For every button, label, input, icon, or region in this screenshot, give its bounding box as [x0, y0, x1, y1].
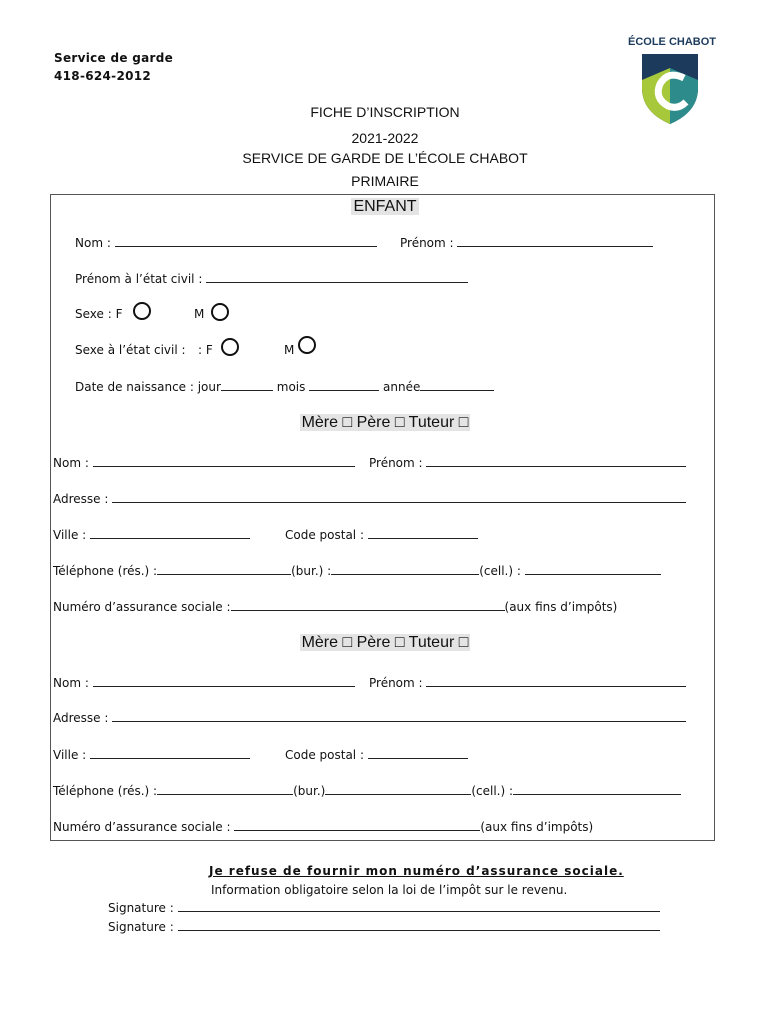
parent1-ville-field[interactable]: [90, 527, 250, 539]
parent2-prenom-row: [369, 675, 686, 690]
enfant-dob-row: [75, 379, 494, 394]
parent1-adresse-field[interactable]: [112, 491, 686, 503]
parent1-nom-row: [53, 455, 355, 470]
signature1-label: Signature :: [108, 901, 174, 915]
parent2-ville-row: [53, 747, 250, 762]
enfant-heading: ENFANT: [353, 198, 417, 215]
parent2-tel-res-field[interactable]: [157, 783, 293, 795]
parent2-tel-row: [53, 783, 681, 798]
sexe-civil-m-radio[interactable]: [298, 336, 316, 354]
parent1-heading: Mère □ Père □ Tuteur □: [301, 414, 469, 431]
parent1-cp-field[interactable]: [368, 527, 478, 539]
sexe-m-radio[interactable]: [211, 303, 229, 321]
signature1-field[interactable]: [178, 900, 660, 912]
parent1-cp-label: Code postal :: [285, 528, 364, 542]
enfant-sexe-civil-m-label: M: [284, 343, 295, 357]
parent1-prenom-field[interactable]: [426, 455, 686, 467]
form-frame: [50, 194, 715, 841]
dob-mois-label: mois: [276, 380, 306, 394]
parent1-tel-bur-field[interactable]: [331, 563, 479, 575]
parent1-ville-label: Ville :: [53, 528, 87, 542]
refuse-nas-statement: Je refuse de fournir mon numéro d’assurance sociale.: [209, 864, 624, 878]
parent2-ville-label: Ville :: [53, 748, 87, 762]
parent1-adresse-row: [53, 491, 686, 506]
service-title: SERVICE DE GARDE DE L’ÉCOLE CHABOT: [242, 150, 528, 166]
signature2-field[interactable]: [178, 919, 660, 931]
enfant-prenom-civil-row: [75, 271, 468, 286]
enfant-nom-field[interactable]: [115, 235, 377, 247]
parent2-nom-field[interactable]: [93, 675, 355, 687]
parent2-tel-res-label: Téléphone (rés.) :: [53, 784, 158, 798]
signature1-row: [108, 900, 660, 915]
parent2-cp-label: Code postal :: [285, 748, 364, 762]
parent1-nom-label: Nom :: [53, 456, 89, 470]
parent1-nas-row: [53, 599, 617, 614]
parent2-tel-cell-field[interactable]: [513, 783, 681, 795]
parent1-tel-cell-field[interactable]: [525, 563, 661, 575]
parent2-nas-field[interactable]: [234, 819, 480, 831]
parent1-nom-field[interactable]: [93, 455, 355, 467]
parent2-adresse-field[interactable]: [112, 710, 686, 722]
enfant-prenom-civil-label: Prénom à l’état civil :: [75, 272, 203, 286]
parent2-tel-bur-label: (bur.): [293, 784, 326, 798]
signature2-row: [108, 919, 660, 934]
parent2-heading: Mère □ Père □ Tuteur □: [301, 634, 469, 651]
enfant-sexe-label: Sexe : F: [75, 307, 123, 321]
parent1-cp-row: [285, 527, 478, 542]
enfant-sexe-m-label: M: [194, 307, 205, 321]
parent2-ville-field[interactable]: [90, 747, 250, 759]
parent1-tel-res-label: Téléphone (rés.) :: [53, 564, 158, 578]
parent2-prenom-label: Prénom :: [369, 676, 423, 690]
enfant-prenom-field[interactable]: [457, 235, 653, 247]
parent1-nas-note: (aux fins d’impôts): [504, 600, 618, 614]
parent2-nas-row: [53, 819, 593, 834]
parent2-nom-row: [53, 675, 355, 690]
dob-jour-label: Date de naissance : jour: [75, 380, 221, 394]
parent2-adresse-label: Adresse :: [53, 711, 109, 725]
enfant-prenom-row: [400, 235, 653, 250]
info-obligatoire: Information obligatoire selon la loi de l’impôt sur le revenu.: [211, 883, 568, 897]
enfant-nom-row: [75, 235, 377, 250]
dob-annee-label: année: [383, 380, 421, 394]
dob-annee-field[interactable]: [420, 379, 494, 391]
parent1-tel-res-field[interactable]: [157, 563, 291, 575]
parent1-tel-row: [53, 563, 661, 578]
enfant-prenom-label: Prénom :: [400, 236, 454, 250]
enfant-sexe-civil-label: Sexe à l’état civil :: [75, 343, 186, 357]
parent2-prenom-field[interactable]: [426, 675, 686, 687]
signature2-label: Signature :: [108, 920, 174, 934]
school-year: 2021-2022: [351, 130, 419, 146]
parent2-cp-row: [285, 747, 468, 762]
parent2-tel-cell-label: (cell.) :: [471, 784, 514, 798]
sexe-civil-f-radio[interactable]: [221, 338, 239, 356]
enfant-sexe-civil-f-label: : F: [198, 343, 213, 357]
parent1-tel-cell-label: (cell.) :: [479, 564, 521, 578]
level-title: PRIMAIRE: [351, 173, 419, 189]
parent1-adresse-label: Adresse :: [53, 492, 109, 506]
parent2-adresse-row: [53, 710, 686, 725]
form-title: FICHE D’INSCRIPTION: [310, 104, 460, 120]
dob-jour-field[interactable]: [221, 379, 273, 391]
parent1-ville-row: [53, 527, 250, 542]
parent2-cp-field[interactable]: [368, 747, 468, 759]
parent1-prenom-row: [369, 455, 686, 470]
service-phone: 418-624-2012: [54, 69, 152, 83]
logo-text: ÉCOLE CHABOT: [628, 36, 716, 48]
service-label: Service de garde: [54, 51, 174, 65]
parent1-nas-field[interactable]: [231, 599, 505, 611]
parent2-nom-label: Nom :: [53, 676, 89, 690]
parent2-nas-label: Numéro d’assurance sociale :: [53, 820, 231, 834]
enfant-prenom-civil-field[interactable]: [206, 271, 468, 283]
parent1-prenom-label: Prénom :: [369, 456, 423, 470]
parent1-nas-label: Numéro d’assurance sociale :: [53, 600, 231, 614]
sexe-f-radio[interactable]: [133, 302, 151, 320]
dob-mois-field[interactable]: [309, 379, 379, 391]
parent2-tel-bur-field[interactable]: [325, 783, 471, 795]
parent1-tel-bur-label: (bur.) :: [291, 564, 332, 578]
parent2-nas-note: (aux fins d’impôts): [480, 820, 594, 834]
enfant-nom-label: Nom :: [75, 236, 111, 250]
